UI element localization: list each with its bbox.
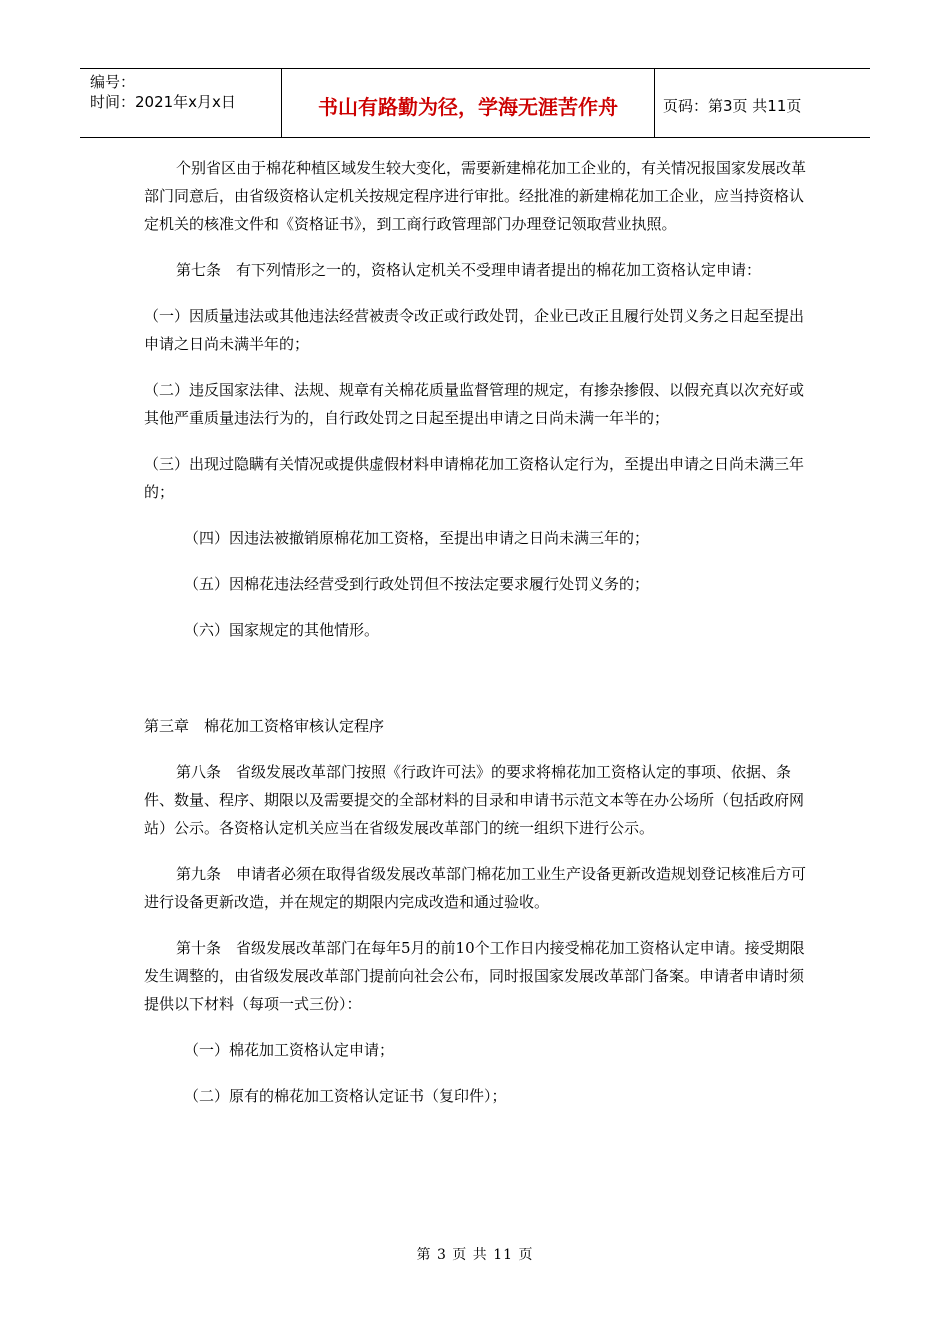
article-7: 第七条 有下列情形之一的，资格认定机关不受理申请者提出的棉花加工资格认定申请： xyxy=(176,261,762,279)
article-7-item-4: （四）因违法被撤销原棉花加工资格，至提出申请之日尚未满三年的； xyxy=(184,529,650,547)
article-10-item-2: （二）原有的棉花加工资格认定证书（复印件）； xyxy=(184,1087,507,1105)
article-10: 第十条 省级发展改革部门在每年5月的前10个工作日内接受棉花加工资格认定申请。接受期限发生调整的，由省级发展改革部门提前向社会公布，同时报国家发展改革部门备案。申请者申请时须提供以下材料（每项一式三份）： xyxy=(144,939,805,1013)
article-7-item-2: （二）违反国家法律、法规、规章有关棉花质量监督管理的规定，有掺杂掺假、以假充真以次充好或其他严重质量违法行为的，自行政处罚之日起至提出申请之日尚未满一年半的； xyxy=(144,381,805,427)
article-7-item-5: （五）因棉花违法经营受到行政处罚但不按法定要求履行处罚义务的； xyxy=(184,575,650,593)
paragraph-new-enterprise: 个别省区由于棉花种植区域发生较大变化，需要新建棉花加工企业的，有关情况报国家发展改革部门同意后，由省级资格认定机关按规定程序进行审批。经批准的新建棉花加工企业，应当持资格认定机关的核准文件和《资格证书》，到工商行政管理部门办理登记领取营业执照。 xyxy=(144,159,807,233)
date-label: 时间：2021年x月x日 xyxy=(90,93,236,111)
header-table xyxy=(80,68,870,138)
page-footer: 第 3 页 共 11 页 xyxy=(416,1247,534,1263)
serial-number-label: 编号： xyxy=(90,73,136,91)
article-9: 第九条 申请者必须在取得省级发展改革部门棉花加工业生产设备更新改造规划登记核准后方可进行设备更新改造，并在规定的期限内完成改造和通过验收。 xyxy=(144,865,807,911)
article-8: 第八条 省级发展改革部门按照《行政许可法》的要求将棉花加工资格认定的事项、依据、条件、数量、程序、期限以及需要提交的全部材料的目录和申请书示范文本等在办公场所（包括政府网站）公示。各资格认定机关应当在省级发展改革部门的统一组织下进行公示。 xyxy=(144,763,805,837)
article-7-item-3: （三）出现过隐瞒有关情况或提供虚假材料申请棉花加工资格认定行为，至提出申请之日尚未满三年的； xyxy=(144,455,805,501)
header-motto: 书山有路勤为径，学海无涯苦作舟 xyxy=(282,69,655,137)
header-page-number: 页码：第3页 共11页 xyxy=(663,96,802,115)
chapter-3-heading: 第三章 棉花加工资格审核认定程序 xyxy=(144,717,385,735)
article-7-item-1: （一）因质量违法或其他违法经营被责令改正或行政处罚，企业已改正且履行处罚义务之日起至提出申请之日尚未满半年的； xyxy=(144,307,805,353)
document-body xyxy=(144,154,809,1110)
article-7-item-6: （六）国家规定的其他情形。 xyxy=(184,621,380,639)
article-10-item-1: （一）棉花加工资格认定申请； xyxy=(184,1041,395,1059)
header-info-cell xyxy=(80,69,282,137)
